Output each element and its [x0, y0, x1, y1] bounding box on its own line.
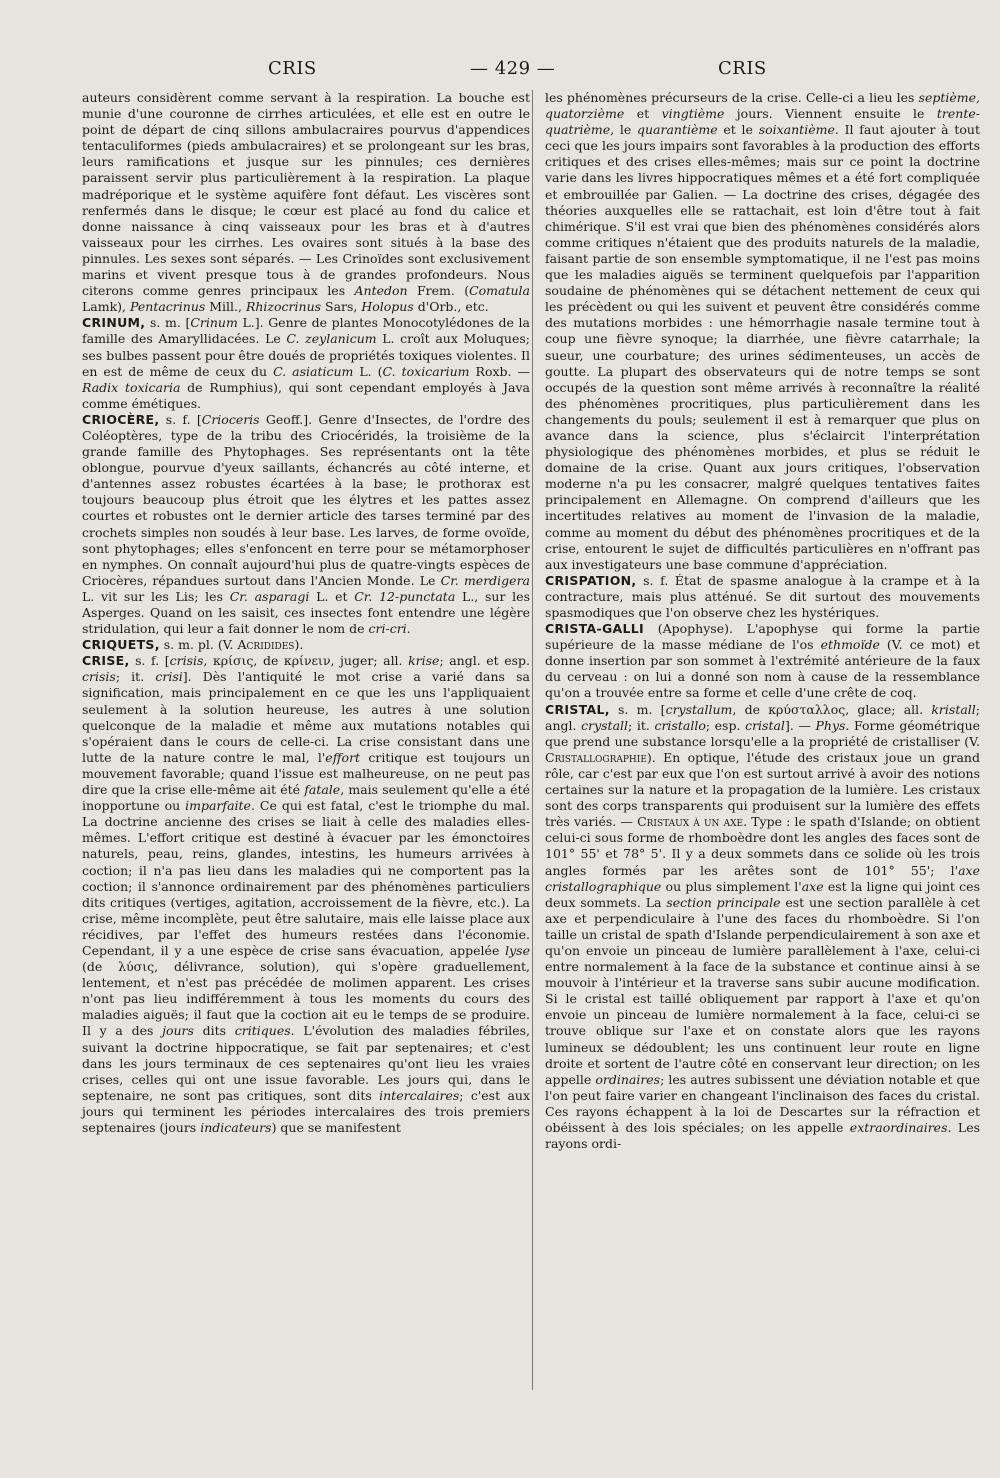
headword-crise: CRISE, [82, 653, 130, 669]
headword-crista-galli: CRISTA-GALLI [545, 621, 644, 637]
headword-criocere: CRIOCÈRE, [82, 411, 160, 427]
headword-cristal: CRISTAL, [545, 701, 610, 717]
headword-crinum: CRINUM, [82, 315, 146, 331]
running-header [0, 58, 1000, 88]
entry-cristal: CRISTAL, s. m. [crystallum, de κρύσταλλος, glace; all. kristall; angl. crystall; it. cristallo; esp. cristal]. — Phys. Forme géométrique que prend une substance lorsqu'elle a la propriété de cristalliser (V. Cristallographie). En optique, l'étude des cristaux joue un grand rôle, car c'est par eux que l'on est surtout arrivé à avoir des notions certaines sur la nature et la propagation de la lumière. Les cristaux sont des corps transparents qui produisent sur la lumière des effets très variés. — Cristaux à un axe. Type : le spath d'Islande; on obtient celui-ci sous forme de rhomboèdre dont les angles des faces sont de 101° 55' et 78° 5'. Il y a deux sommets dans ce solide où les trois angles formés par les arêtes sont de 101° 55'; l'axe cristallographique ou plus simplement l'axe est la ligne qui joint ces deux sommets. La section principale est une section parallèle à cet axe et perpendiculaire à l'une des faces du rhomboèdre. Si l'on taille un cristal de spath d'Islande perpendiculairement à son axe et qu'on envoie un pinceau de lumière parallèlement à l'axe, celui-ci entre normalement à la face de la substance et continue ainsi à se mouvoir à l'intérieur et la traverse sans subir aucune modification. Si le cristal est taillé obliquement par rapport à l'axe et qu'on envoie un pinceau de lumière normalement à la face, celui-ci se trouve oblique sur l'axe et on constate alors que les rayons lumineux se dédoublent; les uns continuent leur route en ligne droite et sortent de l'autre côté en conservant leur direction; on les appelle ordinaires; les autres subissent une déviation notable et que l'on peut faire varier en changeant l'inclinaison des faces du cristal. Ces rayons échappent à la loi de Descartes sur la réfraction et obéissent à des lois spéciales; on les appelle extraordinaires. Les rayons ordi- [545, 701, 981, 1152]
crinoides-continuation: auteurs considèrent comme servant à la respiration. La bouche est munie d'une couronne de cirrhes articulées, et elle est en outre le point de départ de cinq sillons ambulacraires pourvus d'appendices tentaculiformes (pieds ambulacraires) et se prolongeant sur les bras, leurs ramifications et jusque sur les pinnules; ces dernières paraissent servir plus particulièrement à la respiration. La plaque madréporique et le système aquifère font défaut. Les viscères sont renfermés dans le disque; le cœur est placé au fond du calice et donne naissance à cinq vaisseaux pour les bras et à d'autres vaisseaux pour les cirrhes. Les ovaires sont situés à la base des pinnules. Les sexes sont séparés. — Les Crinoïdes sont exclusivement marins et vivent presque tous à de grandes profondeurs. Nous citerons comme genres principaux les Antedon Frem. (Comatula Lamk), Pentacrinus Mill., Rhizocrinus Sars, Holopus d'Orb., etc. [82, 90, 530, 315]
entry-crista-galli: CRISTA-GALLI (Apophyse). L'apophyse qui forme la partie supérieure de la masse médiane de l'os ethmoïde (V. ce mot) et donne insertion par son sommet à l'extrémité antérieure de la faux du cerveau : on lui a donné son nom à cause de la ressemblance qu'on a trouvée entre sa forme et celle d'une crête de coq. [545, 621, 980, 701]
crise-continuation: les phénomènes précurseurs de la crise. Celle-ci a lieu les septième, quatorzième et vingtième jours. Viennent ensuite le trente-quatrième, le quarantième et le soixantième. Il faut ajouter à tout ceci que les jours impairs sont favorables à la production des efforts critiques et des crises elles-mêmes; mais sur ce point la doctrine varie dans les livres hippocratiques mêmes et a été fort compliquée et embrouillée par Galien. — La doctrine des crises, dégagée des théories auxquelles elle se rattachait, est loin d'être tout à fait chimérique. S'il est vrai que bien des phénomènes considérés alors comme critiques n'étaient que des produits naturels de la maladie, faisant partie de son ensemble symptomatique, il ne l'est pas moins que les maladies aiguës se terminent quelquefois par l'apparition soudaine de phénomènes qui se détachent nettement de ceux qui les précèdent ou qui les suivent et peuvent être considérés comme des mutations morbides : une hémorrhagie nasale termine tout à coup une fièvre synoque; la diarrhée, une fièvre catarrhale; la sueur, une courbature; des urines sédimenteuses, un accès de goutte. La plupart des observateurs qui de notre temps se sont occupés de la question sont même arrivés à reconnaître la réalité des phénomènes procritiques, plus particulièrement dans les changements du pouls; seulement il est à remarquer que plus on avance dans la science, plus s'éclaircit l'interprétation physiologique des phénomènes morbides, et plus se réduit le domaine de la crise. Quant aux jours critiques, l'observation moderne n'a pu les consacrer, malgré quelques tentatives faites principalement en Allemagne. On comprend d'ailleurs que les incertitudes relatives au moment de l'invasion de la maladie, comme au moment du début des phénomènes procritiques et de la crise, entourent le sujet de difficultés particulières en n'offrant pas aux investigateurs une base commune d'appréciation. [545, 90, 980, 572]
entry-criquets: CRIQUETS, s. m. pl. (V. Acridides). [82, 637, 304, 653]
header-right-guide-word: CRIS [718, 58, 767, 79]
entry-crise: CRISE, s. f. [crisis, κρίσις, de κρίνειν, juger; all. krise; angl. et esp. crisis; it. crisi]. Dès l'antiquité le mot crise a varié dans sa signification, mais principalement en ce que les uns l'appliquaient seulement à la solution heureuse, les autres à une solution quelconque de la maladie et même aux mutations notables qui s'opéraient dans le cours de celle-ci. La crise consistant dans une lutte de la nature contre le mal, l'effort critique est toujours un mouvement favorable; quand l'issue est malheureuse, on ne peut pas dire que la crise elle-même ait été fatale, mais seulement qu'elle a été inopportune ou imparfaite. Ce qui est fatal, c'est le triomphe du mal. La doctrine ancienne des crises se liait à celle des maladies elles-mêmes. L'effort critique est destiné à évacuer par les émonctoires naturels, peau, reins, glandes, intestins, les humeurs arrivées à coction; il n'a pas lieu dans les maladies qui ne comportent pas la coction; il s'annonce ordinairement par des phénomènes particuliers dits critiques (vertiges, agitation, accroissement de la fièvre, etc.). La crise, même incomplète, peut être salutaire, mais elle laisse place aux récidives, par l'effet des humeurs restées dans l'économie. Cependant, il y a une espèce de crise sans évacuation, appelée lyse (de λύσις, délivrance, solution), qui s'opère graduellement, lentement, et n'est pas précédée de molimen apparent. Les crises n'ont pas lieu indifféremment à tous les moments du cours des maladies aiguës; il faut que la coction ait eu le temps de se produire. Il y a des jours dits critiques. L'évolution des maladies fébriles, suivant la doctrine hippocratique, se fait par septenaires; et c'est dans les jours terminaux de ces septenaires qu'ont lieu les vraies crises, celles qui ont une issue favorable. Les jours qui, dans le septenaire, ne sont pas critiques, sont dits intercalaires; c'est aux jours qui terminent les périodes intercalaires des trois premiers septenaires (jours indicateurs) que se manifestent [82, 653, 530, 1135]
header-left-guide-word: CRIS [268, 58, 317, 79]
left-column [82, 90, 530, 1136]
right-column [532, 90, 980, 1390]
page-number: — 429 — [470, 58, 556, 79]
entry-crispation: CRISPATION, s. f. État de spasme analogue à la crampe et à la contracture, mais plus atténué. Se dit surtout des mouvements spasmodiques que l'on observe chez les hystériques. [545, 572, 980, 620]
headword-criquets: CRIQUETS, [82, 637, 160, 653]
entry-criocere: CRIOCÈRE, s. f. [Crioceris Geoff.]. Genre d'Insectes, de l'ordre des Coléoptères, type de la tribu des Criocéridés, la troisième de la grande famille des Phytophages. Ses représentants ont la tête oblongue, pourvue d'yeux saillants, échancrés au côté interne, et d'antennes assez robustes écartées à la base; le prothorax est toujours beaucoup plus étroit que les élytres et les pattes assez courtes et robustes ont le dernier article des tarses terminé par des crochets simples non soudés à leur base. Les larves, de forme ovoïde, sont phytophages; elles s'enfoncent en terre pour se métamorphoser en nymphes. On connaît aujourd'hui plus de quatre-vingts espèces de Criocères, répandues surtout dans l'Ancien Monde. Le Cr. merdigera L. vit sur les Lis; les Cr. asparagi L. et Cr. 12-punctata L., sur les Asperges. Quand on les saisit, ces insectes font entendre une légère stridulation, qui leur a fait donner le nom de cri-cri. [82, 411, 530, 637]
entry-crinum: CRINUM, s. m. [Crinum L.]. Genre de plantes Monocotylédones de la famille des Amaryllidacées. Le C. zeylanicum L. croît aux Moluques; ses bulbes passent pour être doués de propriétés toxiques violentes. Il en est de même de ceux du C. asiaticum L. (C. toxicarium Roxb. — Radix toxicaria de Rumphius), qui sont cependant employés à Java comme émétiques. [82, 315, 530, 411]
headword-crispation: CRISPATION, [545, 572, 637, 588]
